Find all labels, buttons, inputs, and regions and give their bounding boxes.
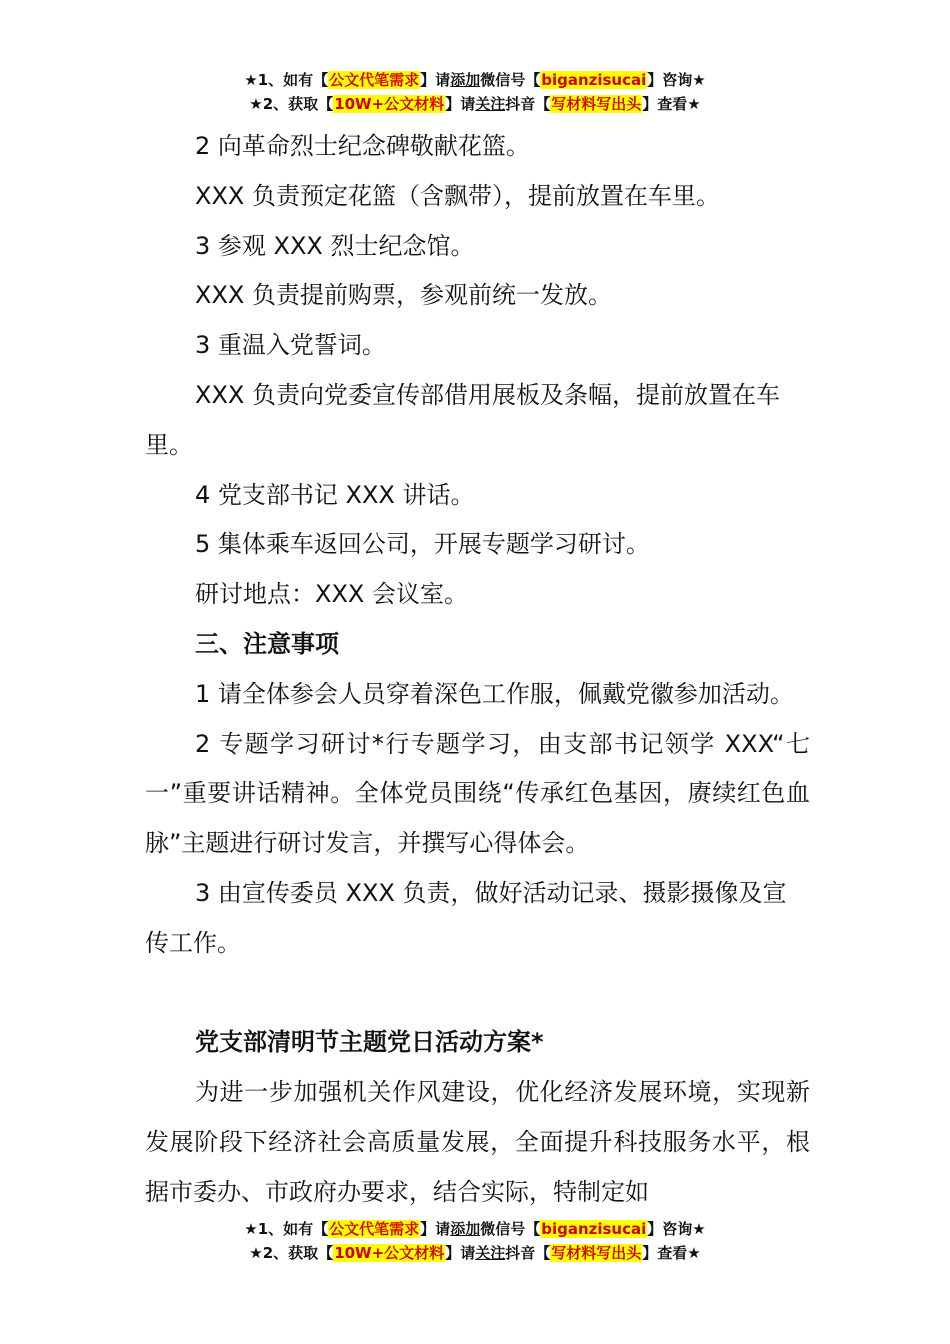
banner-text: 抖音【 <box>505 95 551 113</box>
banner-underlined-text: 添加 <box>450 1220 481 1238</box>
footer-banner <box>0 1217 950 1265</box>
banner-text: 微信号【 <box>480 1220 541 1238</box>
banner-text: 】咨询★ <box>647 71 706 89</box>
banner-text: 】请 <box>420 1220 451 1238</box>
banner-text: 】查看★ <box>642 95 701 113</box>
banner-text: ★2、获取【 <box>249 1244 334 1262</box>
paragraph: 研讨地点：XXX 会议室。 <box>195 580 468 609</box>
banner-highlight: 10W+公文材料 <box>334 1244 445 1262</box>
paragraph: 1 请全体参会人员穿着深色工作服，佩戴党徽参加活动。 <box>195 679 794 708</box>
blank-line <box>145 969 810 1019</box>
banner-text: 】请 <box>445 1244 476 1262</box>
banner-line-1 <box>0 68 950 92</box>
paragraph: XXX 负责提前购票，参观前统一发放。 <box>195 281 612 310</box>
banner-text: 抖音【 <box>505 1244 551 1262</box>
paragraph: XXX 负责向党委宣传部借用展板及条幅，提前放置在车里。 <box>145 380 780 459</box>
paragraph: 为进一步加强机关作风建设，优化经济发展环境，实现新发展阶段下经济社会高质量发展，全面提升科技服务水平，根据市委办、市政府办要求，结合实际，特制定如 <box>145 1078 810 1206</box>
header-banner <box>0 68 950 116</box>
paragraph: 3 重温入党誓词。 <box>195 331 386 360</box>
paragraph: 2 向革命烈士纪念碑敬献花篮。 <box>195 132 530 160</box>
document-body <box>145 122 810 1218</box>
banner-text: ★2、获取【 <box>249 95 334 113</box>
banner-line-2 <box>0 1241 950 1265</box>
banner-underlined-text: 关注 <box>475 1244 506 1262</box>
banner-text: ★1、如有【 <box>244 1220 329 1238</box>
paragraph: 2 专题学习研讨*行专题学习，由支部书记领学 XXX“七一”重要讲话精神。全体党员围绕“传承红色基因，赓续红色血脉”主题进行研讨发言，并撰写心得体会。 <box>145 729 810 858</box>
banner-douyin-id: 写材料写出头 <box>551 95 642 113</box>
banner-text: 】请 <box>445 95 476 113</box>
banner-text: 】请 <box>420 71 451 89</box>
banner-line-1 <box>0 1217 950 1241</box>
paragraph: 4 党支部书记 XXX 讲话。 <box>195 480 475 509</box>
banner-douyin-id: 写材料写出头 <box>551 1244 642 1262</box>
paragraph: XXX 负责预定花篮（含飘带），提前放置在车里。 <box>195 181 720 210</box>
paragraph: 3 参观 XXX 烈士纪念馆。 <box>195 231 475 260</box>
banner-underlined-text: 添加 <box>450 71 481 89</box>
banner-highlight: 10W+公文材料 <box>334 95 445 113</box>
banner-text: 】查看★ <box>642 1244 701 1262</box>
banner-text: 微信号【 <box>480 71 541 89</box>
section-heading: 三、注意事项 <box>195 629 339 658</box>
banner-wechat-id: biganzisucai <box>541 1220 647 1238</box>
banner-underlined-text: 关注 <box>475 95 506 113</box>
banner-text: ★1、如有【 <box>244 71 329 89</box>
banner-line-2 <box>0 92 950 116</box>
paragraph: 3 由宣传委员 XXX 负责，做好活动记录、摄影摄像及宣传工作。 <box>145 878 787 957</box>
banner-highlight: 公文代笔需求 <box>329 1220 420 1238</box>
banner-text: 】咨询★ <box>647 1220 706 1238</box>
document-title: 党支部清明节主题党日活动方案* <box>195 1028 544 1057</box>
banner-wechat-id: biganzisucai <box>541 71 647 89</box>
banner-highlight: 公文代笔需求 <box>329 71 420 89</box>
paragraph: 5 集体乘车返回公司，开展专题学习研讨。 <box>195 530 650 559</box>
